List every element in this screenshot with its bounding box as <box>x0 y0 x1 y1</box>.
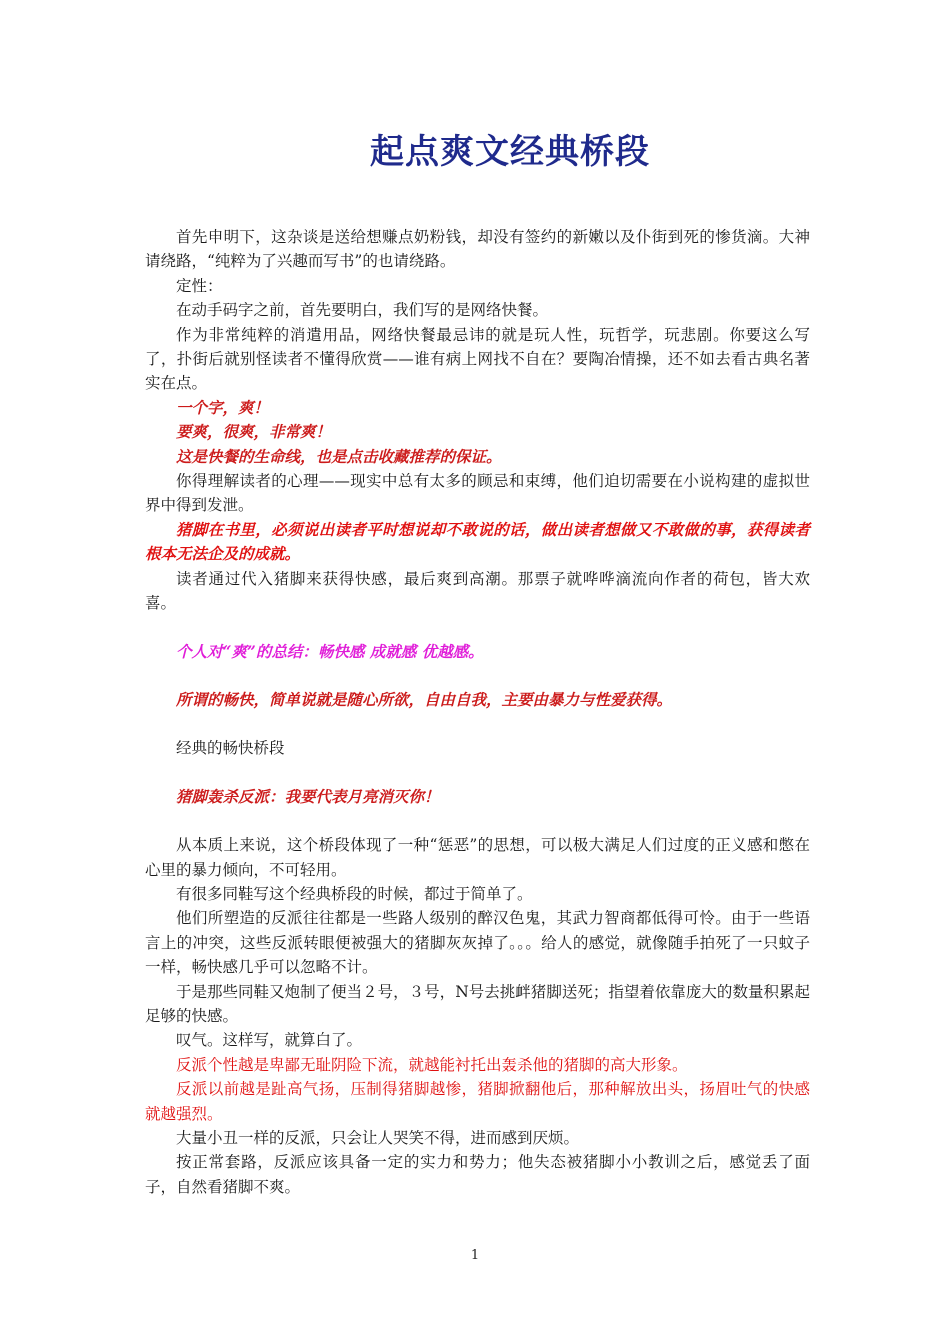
emphasis-paragraph: 猪脚在书里，必须说出读者平时想说却不敢说的话，做出读者想做又不敢做的事，获得读者根本无法企及的成就。 <box>145 519 810 564</box>
paragraph: 他们所塑造的反派往往都是一些路人级别的醉汉色鬼，其武力智商都低得可怜。由于一些语言上的冲突，这些反派转眼便被强大的猪脚灰灰掉了。。。给人的感觉，就像随手拍死了一只蚊子一样，畅快感几乎可以忽略不计。 <box>145 909 810 977</box>
document-body <box>145 225 810 1199</box>
paragraph: 从本质上来说，这个桥段体现了一种“惩恶”的思想，可以极大满足人们过度的正义感和憋在心里的暴力倾向，不可轻用。 <box>145 836 810 879</box>
summary-line: 个人对“爽”的总结：畅快感 成就感 优越感。 <box>176 641 484 661</box>
paragraph: 按正常套路，反派应该具备一定的实力和势力；他失态被猪脚小小教训之后，感觉丢了面子，自然看猪脚不爽。 <box>145 1153 810 1196</box>
page-number: 1 <box>470 1248 480 1263</box>
red-paragraph: 反派以前越是趾高气扬，压制得猪脚越惨，猪脚掀翻他后，那种解放出头，扬眉吐气的快感就越强烈。 <box>145 1080 810 1123</box>
paragraph-definition-label: 定性： <box>176 276 223 295</box>
paragraph: 你得理解读者的心理——现实中总有太多的顾忌和束缚，他们迫切需要在小说构建的虚拟世界中得到发泄。 <box>145 472 810 515</box>
paragraph: 读者通过代入猪脚来获得快感，最后爽到高潮。那票子就哗哗滴流向作者的荷包，皆大欢喜。 <box>145 569 810 613</box>
subsection-heading: 猪脚轰杀反派：我要代表月亮消灭你！ <box>176 786 440 806</box>
emphasis-line: 所谓的畅快，简单说就是随心所欲，自由自我，主要由暴力与性爱获得。 <box>176 689 673 709</box>
emphasis-line: 这是快餐的生命线，也是点击收藏推荐的保证。 <box>176 446 502 466</box>
emphasis-line: 要爽，很爽，非常爽！ <box>176 422 332 442</box>
paragraph-intro: 首先申明下，这杂谈是送给想赚点奶粉钱，却没有签约的新嫩以及仆街到死的惨货滴。大神请绕路，“纯粹为了兴趣而写书”的也请绕路。 <box>145 228 810 271</box>
paragraph: 在动手码字之前，首先要明白，我们写的是网络快餐。 <box>176 301 549 320</box>
section-heading: 经典的畅快桥段 <box>176 739 285 758</box>
paragraph: 于是那些同鞋又炮制了便当２号，３号，N号去挑衅猪脚送死；指望着依靠庞大的数量积累起足够的快感。 <box>145 982 810 1025</box>
document-title: 起点爽文经典桥段 <box>370 132 650 172</box>
emphasis-line: 一个字，爽！ <box>176 397 270 417</box>
paragraph: 叹气。这样写，就算白了。 <box>176 1031 363 1050</box>
paragraph: 大量小丑一样的反派，只会让人哭笑不得，进而感到厌烦。 <box>176 1129 580 1147</box>
red-paragraph: 反派个性越是卑鄙无耻阴险下流，就越能衬托出轰杀他的猪脚的高大形象。 <box>176 1055 688 1074</box>
paragraph: 有很多同鞋写这个经典桥段的时候，都过于简单了。 <box>176 884 533 903</box>
paragraph: 作为非常纯粹的消遣用品，网络快餐最忌讳的就是玩人性，玩哲学，玩悲剧。你要这么写了，扑街后就别怪读者不懂得欣赏——谁有病上网找不自在？要陶冶情操，还不如去看古典名著实在点。 <box>145 325 810 393</box>
